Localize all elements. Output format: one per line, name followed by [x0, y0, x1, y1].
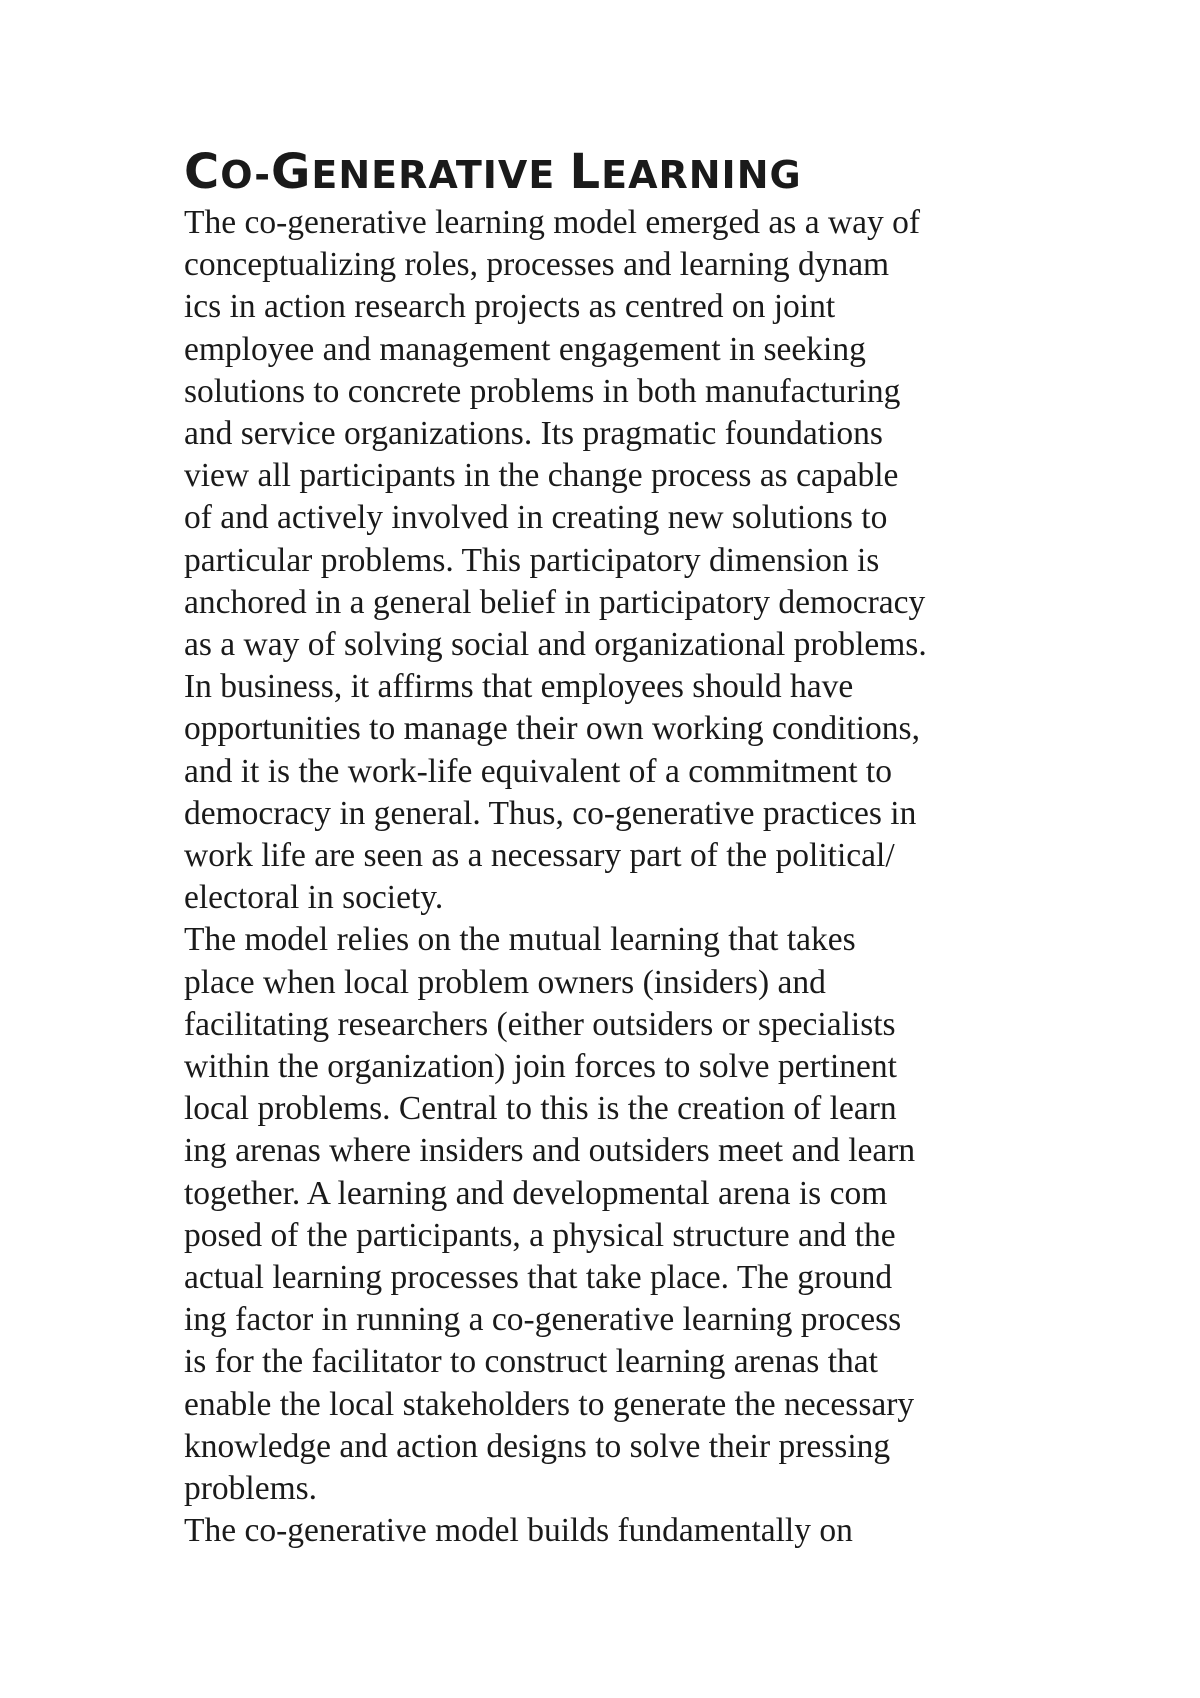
text-line: work life are seen as a necessary part of the political/: [184, 837, 895, 875]
text-line: facilitating researchers (either outsiders or specialists: [184, 1005, 896, 1043]
text-line: problems.: [184, 1470, 318, 1508]
text-line: together. A learning and developmental arena is com: [184, 1174, 888, 1212]
text-line: within the organization) join forces to solve pertinent: [184, 1048, 897, 1086]
text-line: The co-generative learning model emerged as a way of: [184, 204, 921, 241]
heading-smallcaps: ENERATIVE: [311, 153, 570, 197]
text-line: democracy in general. Thus, co-generative practices in: [184, 794, 917, 832]
text-line: of and actively involved in creating new solutions to: [184, 499, 888, 537]
text-line: and service organizations. Its pragmatic foundations: [184, 415, 883, 453]
body-text: [184, 202, 1014, 1553]
text-line: knowledge and action designs to solve their pressing: [184, 1427, 891, 1465]
text-line: ing arenas where insiders and outsiders meet and learn: [184, 1132, 916, 1170]
heading-letter: C: [184, 144, 221, 200]
section-heading: [184, 144, 1014, 200]
text-line: and it is the work-life equivalent of a commitment to: [184, 752, 892, 790]
text-line: In business, it affirms that employees should have: [184, 668, 854, 706]
heading-smallcaps: O-: [220, 153, 272, 197]
text-line: solutions to concrete problems in both manufacturing: [184, 372, 901, 410]
text-line: posed of the participants, a physical structure and the: [184, 1216, 896, 1254]
text-line: The co-generative model builds fundamentally on: [184, 1512, 853, 1550]
text-line: ing factor in running a co-generative learning process: [184, 1301, 902, 1339]
text-line: as a way of solving social and organizational problems.: [184, 626, 927, 664]
text-line: is for the facilitator to construct learning arenas that: [184, 1343, 878, 1381]
heading-smallcaps: EARNING: [601, 153, 802, 197]
text-line: local problems. Central to this is the creation of learn: [184, 1090, 897, 1128]
text-line: particular problems. This participatory dimension is: [184, 541, 880, 579]
text-line: enable the local stakeholders to generate the necessary: [184, 1385, 915, 1423]
text-line: employee and management engagement in seeking: [184, 330, 866, 368]
text-line: place when local problem owners (insiders) and: [184, 963, 826, 1001]
heading-letter: L: [569, 144, 602, 200]
text-line: actual learning processes that take place. The ground: [184, 1259, 893, 1297]
text-line: anchored in a general belief in participatory democracy: [184, 583, 926, 621]
text-line: view all participants in the change process as capable: [184, 457, 899, 495]
text-line: The model relies on the mutual learning that takes: [184, 921, 856, 959]
text-line: electoral in society.: [184, 879, 444, 917]
page-content: [184, 144, 1014, 1553]
text-line: ics in action research projects as centred on joint: [184, 288, 836, 326]
text-line: opportunities to manage their own working conditions,: [184, 710, 920, 748]
heading-letter: G: [271, 144, 312, 200]
text-line: conceptualizing roles, processes and learning dynam: [184, 246, 890, 284]
